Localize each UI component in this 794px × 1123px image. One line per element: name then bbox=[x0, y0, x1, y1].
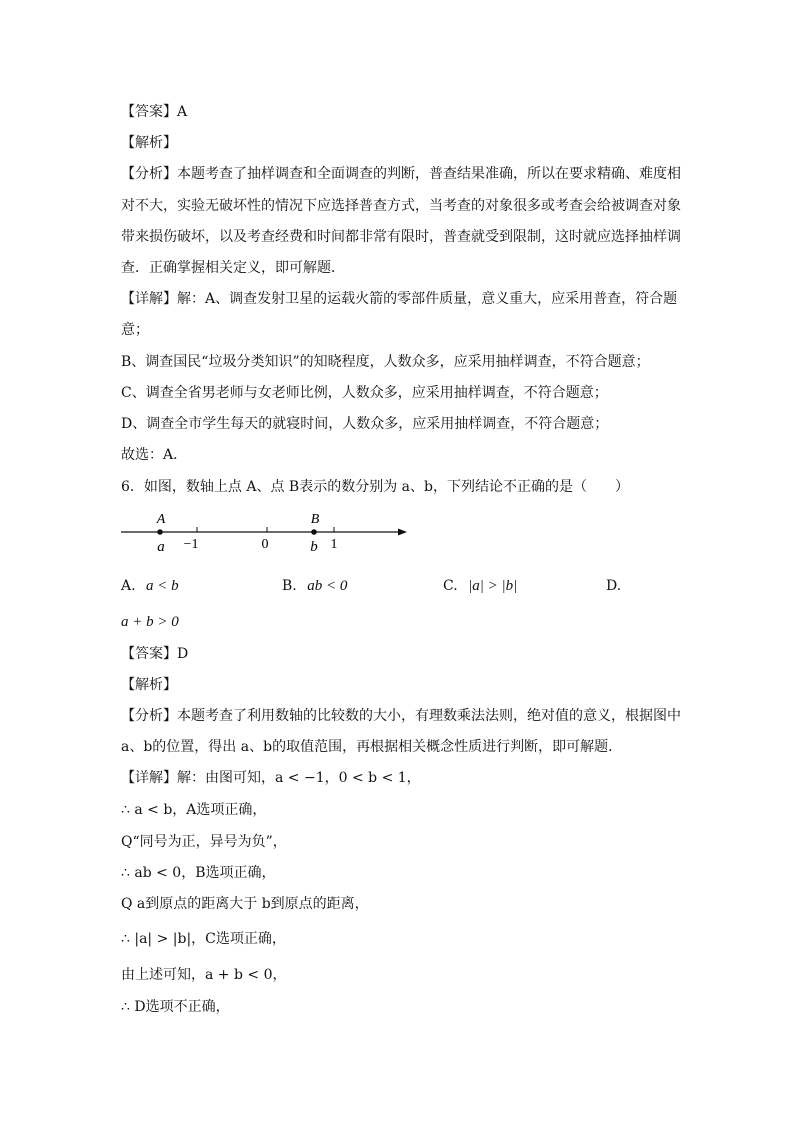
option-c bbox=[443, 576, 517, 596]
option-b-prefix: B. bbox=[282, 578, 297, 594]
option-b bbox=[282, 576, 347, 596]
q5-fenxi-line: 对不大，实验无破坏性的情况下应选择普查方式，当考查的对象很多或考查会给被调查对象 bbox=[121, 198, 681, 214]
q6-stem: 6．如图，数轴上点 A、点 B表示的数分别为 a、b，下列结论不正确的是（ ） bbox=[121, 479, 629, 495]
q5-fenxi-line: 查．正确掌握相关定义，即可解题． bbox=[121, 260, 345, 276]
q5-analysis-heading: 【解析】 bbox=[121, 135, 177, 151]
q6-xiangjie-line: ∴ a < b，A选项正确， bbox=[121, 802, 267, 818]
q6-analysis-heading: 【解析】 bbox=[121, 677, 177, 693]
q5-xiangjie-line: B、调查国民“垃圾分类知识”的知晓程度，人数众多，应采用抽样调查，不符合题意； bbox=[121, 354, 650, 370]
q6-xiangjie-line: Q a到原点的距离大于 b到原点的距离， bbox=[121, 896, 369, 912]
q5-answer: 【答案】A bbox=[121, 104, 188, 120]
q5-fenxi-line: 带来损伤破坏，以及考查经费和时间都非常有限时，普查就受到限制，这时就应选择抽样调 bbox=[121, 229, 681, 245]
q6-answer: 【答案】D bbox=[121, 646, 189, 662]
q6-fenxi-line: 【分析】本题考查了利用数轴的比较数的大小，有理数乘法法则，绝对值的意义，根据图中 bbox=[121, 708, 681, 724]
point-b-dot bbox=[311, 529, 317, 535]
q5-xiangjie-line: C、调查全省男老师与女老师比例，人数众多，应采用抽样调查，不符合题意； bbox=[121, 385, 608, 401]
number-line-arrow bbox=[398, 529, 407, 536]
tick-label-zero: 0 bbox=[261, 537, 269, 552]
point-b-label: B bbox=[310, 512, 320, 527]
q5-xiangjie-line: 故选：A． bbox=[121, 447, 188, 463]
q6-fenxi-line: a、b的位置，得出 a、b的取值范围，再根据相关概念性质进行判断，即可解题． bbox=[121, 739, 623, 755]
option-c-expression: |a| > |b| bbox=[468, 578, 518, 594]
number-line-figure bbox=[115, 505, 415, 555]
point-a-label: A bbox=[156, 512, 166, 527]
point-b-variable: b bbox=[310, 539, 318, 555]
tick-label-minus-one: −1 bbox=[183, 537, 199, 552]
option-d-prefix: D. bbox=[606, 578, 622, 594]
point-a-dot bbox=[157, 529, 163, 535]
q6-xiangjie-line: ∴ |a| > |b|，C选项正确， bbox=[121, 931, 286, 947]
option-d-expression: a + b > 0 bbox=[121, 614, 179, 630]
option-a bbox=[121, 576, 179, 596]
option-d bbox=[606, 576, 621, 596]
option-c-prefix: C. bbox=[443, 578, 458, 594]
q5-xiangjie-line: D、调查全市学生每天的就寝时间，人数众多，应采用抽样调查，不符合题意； bbox=[121, 416, 609, 432]
q5-fenxi-line: 【分析】本题考查了抽样调查和全面调查的判断，普查结果准确，所以在要求精确、难度相 bbox=[121, 166, 681, 182]
q5-xiangjie-line: 意； bbox=[121, 322, 149, 338]
tick-label-one: 1 bbox=[330, 537, 338, 552]
q6-xiangjie-line: 【详解】解：由图可知，a < −1，0 < b < 1， bbox=[121, 770, 421, 786]
q5-xiangjie-line: 【详解】解：A、调查发射卫星的运载火箭的零部件质量，意义重大，应采用普查，符合题 bbox=[121, 291, 678, 307]
q6-xiangjie-line: ∴ ab < 0，B选项正确， bbox=[121, 865, 276, 881]
q6-xiangjie-line: Q“同号为正，异号为负”， bbox=[121, 834, 287, 850]
option-b-expression: ab < 0 bbox=[307, 578, 348, 594]
q6-xiangjie-line: 由上述可知，a + b < 0， bbox=[121, 967, 287, 983]
q6-xiangjie-line: ∴ D选项不正确， bbox=[121, 999, 230, 1015]
option-a-expression: a < b bbox=[146, 578, 179, 594]
point-a-variable: a bbox=[157, 539, 165, 555]
option-a-prefix: A. bbox=[121, 578, 136, 594]
